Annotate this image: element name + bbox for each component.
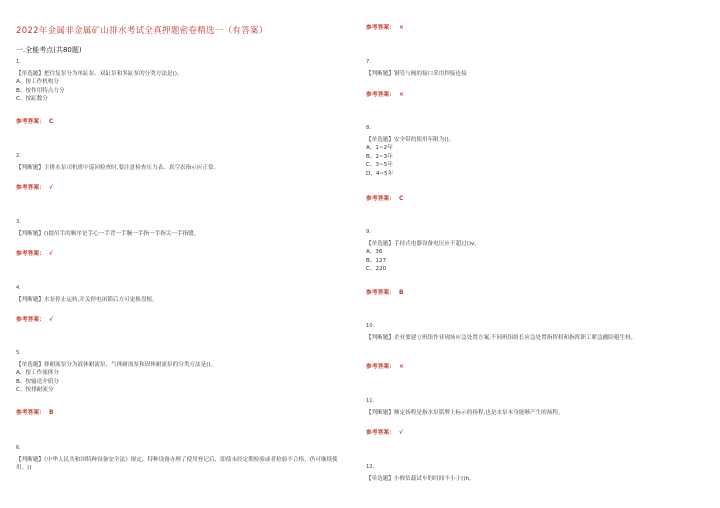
question-option: D、4~5年	[366, 170, 394, 177]
question-item	[366, 397, 696, 417]
question-stem: 【判断题】企业要建立班组作业现场应急处置方案,不同班组组长应急处置指挥权和指挥职工紧急撤险避生权。	[366, 334, 637, 341]
question-item	[16, 284, 346, 304]
page-title: 2022年金属非金属矿山排水考试全真押题密卷精选一（有答案）	[16, 26, 268, 36]
answer-line	[16, 407, 53, 416]
question-number: 7.	[366, 59, 371, 65]
question-item	[366, 58, 696, 78]
question-number: 9.	[366, 229, 371, 235]
answer-line	[16, 182, 53, 191]
question-number: 3.	[16, 219, 21, 225]
answer-line	[16, 314, 53, 323]
answer-label: 参考答案：	[16, 317, 45, 323]
question-number: 5.	[16, 350, 21, 356]
answer-label: 参考答案：	[366, 92, 395, 98]
answer-line	[366, 89, 404, 98]
question-stem: 【判断题】钢管与阀的接口采用焊接连接	[366, 70, 467, 77]
question-item	[16, 444, 346, 473]
question-option: A、36	[366, 249, 383, 256]
question-stem: 【单选题】手持式电器设备电压应不超过()v。	[366, 240, 480, 247]
question-option: A、按工作机构分	[16, 79, 59, 86]
answer-value: √	[49, 317, 53, 323]
question-option: B、2~3年	[366, 153, 393, 160]
question-item	[16, 152, 346, 172]
answer-label: 参考答案：	[366, 290, 395, 296]
answer-value: √	[49, 251, 53, 257]
question-stem: 【判断题】《中华人民共和国特种设备安全法》规定，特种设备办理了使用登记后，即使未经定期检验或者检验不合格，仍可继续使用。()	[16, 456, 338, 472]
question-number: 8.	[366, 125, 371, 131]
answer-label: 参考答案：	[366, 25, 395, 31]
answer-value: ×	[399, 364, 404, 370]
question-option: C、3~5年	[366, 162, 393, 169]
answer-label: 参考答案：	[16, 185, 45, 191]
question-stem: 【单选题】安全带的使用年限为()。	[366, 136, 455, 143]
question-number: 11.	[366, 398, 375, 404]
question-option: B、127	[366, 257, 387, 264]
answer-line	[366, 193, 403, 202]
question-stem: 【判断题】()提吊手的顺序是手心一手背一手腕一手指一手指尖一手指缝。	[16, 230, 200, 237]
question-number: 6.	[16, 445, 21, 451]
answer-line	[366, 427, 403, 436]
question-stem: 【判断题】主排水泵司机班中巡回检查时,要注意检查压力表、真空表指示应正常。	[16, 164, 220, 171]
question-item	[366, 228, 696, 274]
question-stem: 【判断题】水泵停止运转,开关停电闭锁后方可更换盘根。	[16, 296, 158, 303]
question-option: C、220	[366, 266, 387, 273]
answer-label: 参考答案：	[366, 430, 395, 436]
question-stem: 【单选题】小修负载试车的时间不小于()h。	[366, 475, 475, 482]
answer-label: 参考答案：	[366, 364, 395, 370]
answer-value: C	[49, 119, 54, 125]
question-item	[366, 463, 696, 483]
answer-value: C	[399, 196, 404, 202]
question-option: C、按排耐流分	[16, 387, 54, 394]
question-item	[16, 58, 346, 104]
section-heading: 一.全能考点(共80题)	[16, 46, 82, 54]
answer-line	[366, 22, 404, 31]
question-option: C、按缸数分	[16, 96, 48, 103]
question-number: 2.	[16, 153, 21, 159]
question-item	[366, 124, 696, 179]
question-stem: 【判断题】额定扬程是指水泵铭牌上标示的扬程,也是水泵本身能够产生的扬程。	[366, 409, 564, 416]
question-item	[366, 322, 696, 342]
question-number: 10.	[366, 323, 375, 329]
answer-label: 参考答案：	[16, 119, 45, 125]
answer-label: 参考答案：	[366, 196, 395, 202]
question-option: B、按作用特点力分	[16, 87, 65, 94]
question-stem: 【单选题】排耐流泵分为液体耐流泵、气体耐流泵和固体耐流泵的分类方法是()。	[16, 361, 217, 368]
question-item	[16, 218, 346, 238]
question-option: A、1~2年	[366, 145, 393, 152]
answer-line	[16, 116, 53, 125]
answer-value: B	[49, 410, 54, 416]
answer-label: 参考答案：	[16, 251, 45, 257]
question-item	[16, 349, 346, 395]
answer-value: ×	[399, 25, 404, 31]
question-number: 1.	[16, 59, 21, 65]
question-number: 4.	[16, 285, 21, 291]
question-number: 12.	[366, 464, 375, 470]
answer-value: B	[399, 290, 404, 296]
answer-value: √	[399, 430, 403, 436]
answer-line	[16, 248, 53, 257]
answer-value: ×	[399, 92, 404, 98]
answer-line	[366, 287, 403, 296]
answer-label: 参考答案：	[16, 410, 45, 416]
question-option: B、按输送介质分	[16, 378, 59, 385]
answer-value: √	[49, 185, 53, 191]
question-option: A、按工作流体分	[16, 370, 59, 377]
question-stem: 【单选题】把往复泵分为单缸泵、双缸泵和多缸泵的分类方法是()。	[16, 70, 183, 77]
answer-line	[366, 361, 404, 370]
